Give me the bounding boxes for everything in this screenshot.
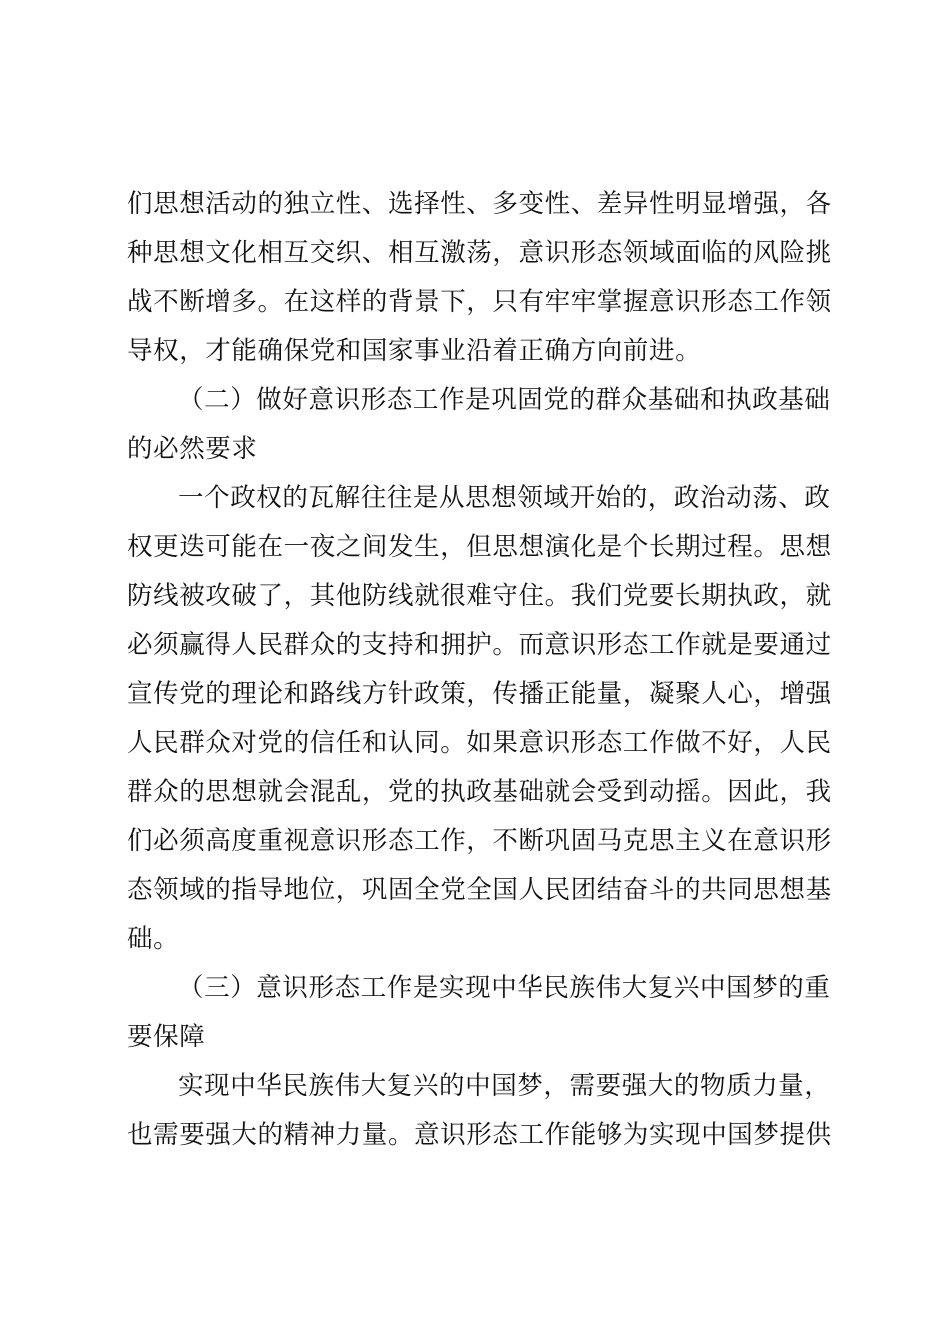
text-line: 宣传党的理论和路线方针政策，传播正能量，凝聚人心，增强 xyxy=(127,679,832,709)
section-3-body xyxy=(127,1062,835,1160)
text-line: 也需要强大的精神力量。意识形态工作能够为实现中国梦提供 xyxy=(127,1120,832,1150)
text-line: 人民群众对党的信任和认同。如果意识形态工作做不好，人民 xyxy=(127,728,832,758)
text-line: 们思想活动的独立性、选择性、多变性、差异性明显增强，各 xyxy=(127,189,832,219)
heading-line: 的必然要求 xyxy=(127,434,258,464)
text-line: 实现中华民族伟大复兴的中国梦，需要强大的物质力量， xyxy=(178,1071,831,1101)
section-2-heading xyxy=(127,376,835,474)
continuation-paragraph xyxy=(127,180,835,376)
section-3-heading xyxy=(127,964,835,1062)
text-line: 权更迭可能在一夜之间发生，但思想演化是个长期过程。思想 xyxy=(127,532,832,562)
text-line: 础。 xyxy=(127,924,180,954)
text-line: 必须赢得人民群众的支持和拥护。而意识形态工作就是要通过 xyxy=(127,630,832,660)
text-line: 导权，才能确保党和国家事业沿着正确方向前进。 xyxy=(127,336,702,366)
text-line: 群众的思想就会混乱，党的执政基础就会受到动摇。因此，我 xyxy=(127,777,832,807)
text-line: 防线被攻破了，其他防线就很难守住。我们党要长期执政，就 xyxy=(127,581,832,611)
heading-line: 要保障 xyxy=(127,1022,206,1052)
text-line: 种思想文化相互交织、相互激荡，意识形态领域面临的风险挑 xyxy=(127,238,832,268)
text-line: 一个政权的瓦解往往是从思想领域开始的，政治动荡、政 xyxy=(178,483,831,513)
text-line: 战不断增多。在这样的背景下，只有牢牢掌握意识形态工作领 xyxy=(127,287,832,317)
heading-line: （二）做好意识形态工作是巩固党的群众基础和执政基础 xyxy=(178,385,831,415)
text-line: 们必须高度重视意识形态工作，不断巩固马克思主义在意识形 xyxy=(127,826,832,856)
document-body xyxy=(127,180,835,1160)
heading-line: （三）意识形态工作是实现中华民族伟大复兴中国梦的重 xyxy=(178,973,831,1003)
text-line: 态领域的指导地位，巩固全党全国人民团结奋斗的共同思想基 xyxy=(127,875,832,905)
section-2-body xyxy=(127,474,835,964)
